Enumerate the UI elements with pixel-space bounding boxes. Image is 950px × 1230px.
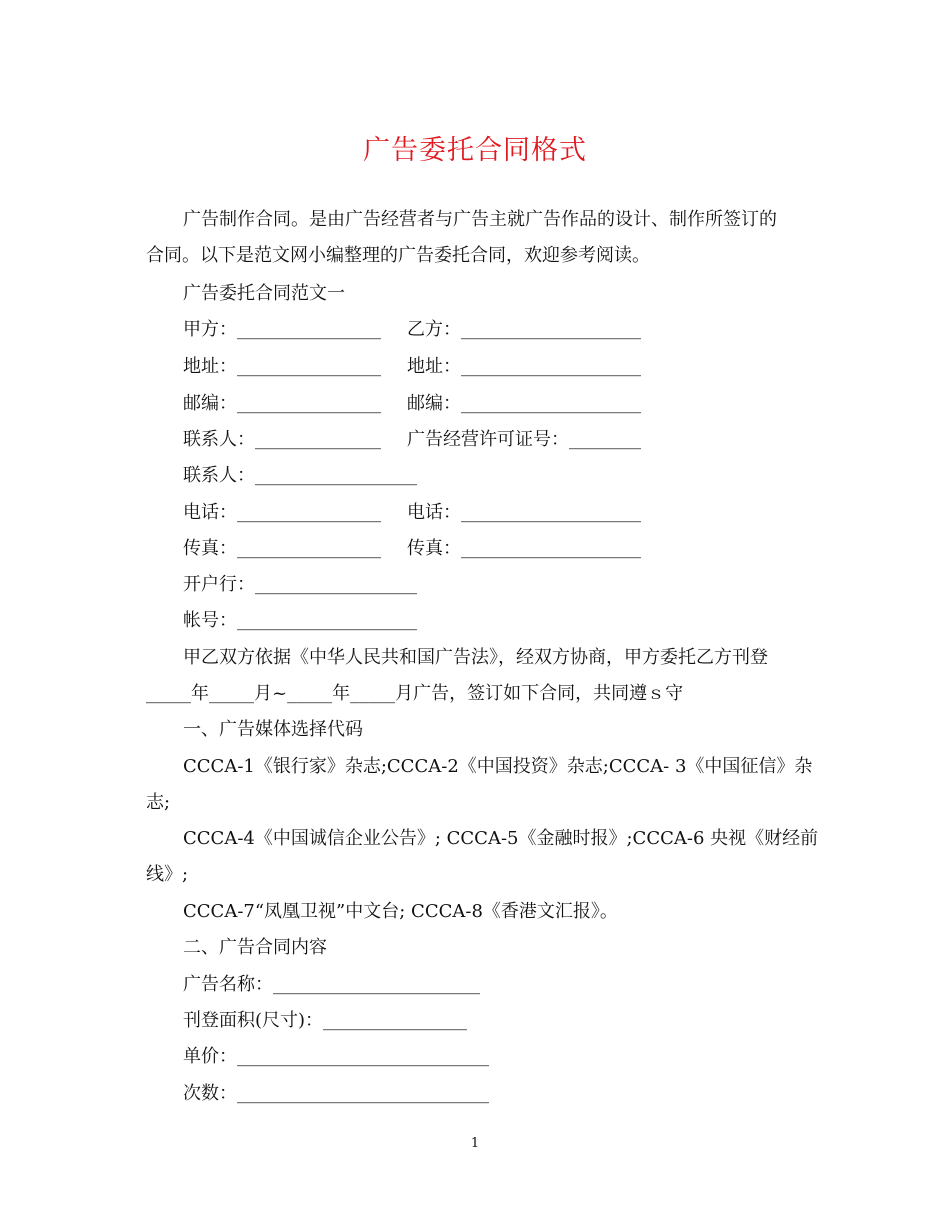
media-line1: CCCA-1《银行家》杂志;CCCA-2《中国投资》杂志;CCCA- 3《中国征信》杂 [183, 756, 813, 777]
ad-size-field: 刊登面积(尺寸)：________________ [183, 1010, 468, 1031]
account-field: 帐号：____________________ [183, 610, 417, 631]
bank-field: 开户行：__________________ [183, 574, 417, 595]
page-number: 1 [470, 1136, 480, 1151]
media-line2: 志; [146, 792, 171, 813]
postcode-b-field: 邮编：____________________ [407, 393, 641, 414]
times-field: 次数：____________________________ [183, 1083, 489, 1104]
section1-heading: 一、广告媒体选择代码 [183, 719, 363, 740]
fax-a-field: 传真：________________ [183, 538, 381, 559]
license-b-field: 广告经营许可证号：________ [407, 429, 641, 450]
address-a-field: 地址：________________ [183, 356, 381, 377]
agreement-line1: 甲乙双方依据《中华人民共和国广告法》，经双方协商，甲方委托乙方刊登 [183, 647, 768, 668]
media-line4: 线》; [146, 864, 189, 885]
sample-heading: 广告委托合同范文一 [183, 283, 345, 304]
section2-heading: 二、广告合同内容 [183, 937, 327, 958]
ad-name-field: 广告名称：_______________________ [183, 974, 480, 995]
postcode-a-field: 邮编：________________ [183, 393, 381, 414]
agreement-line2: _____年_____月~_____年_____月广告，签订如下合同，共同遵ｓ守 [146, 683, 684, 704]
address-b-field: 地址：____________________ [407, 356, 641, 377]
party-b-field: 乙方：____________________ [407, 319, 641, 340]
contact-a-field: 联系人：______________ [183, 429, 381, 450]
phone-a-field: 电话：________________ [183, 502, 381, 523]
contact-b-field: 联系人：__________________ [183, 465, 417, 486]
fax-b-field: 传真：____________________ [407, 538, 641, 559]
document-title: 广告委托合同格式 [363, 135, 587, 166]
media-line5: CCCA-7“凤凰卫视”中文台; CCCA-8《香港文汇报》。 [183, 901, 618, 922]
intro-paragraph-line2: 合同。以下是范文网小编整理的广告委托合同，欢迎参考阅读。 [146, 245, 650, 266]
phone-b-field: 电话：____________________ [407, 502, 641, 523]
media-line3: CCCA-4《中国诚信企业公告》; CCCA-5《金融时报》;CCCA-6 央视《财经前 [183, 828, 819, 849]
unit-price-field: 单价：____________________________ [183, 1046, 489, 1067]
party-a-field: 甲方：________________ [183, 319, 381, 340]
intro-paragraph-line1: 广告制作合同。是由广告经营者与广告主就广告作品的设计、制作所签订的 [183, 209, 777, 230]
